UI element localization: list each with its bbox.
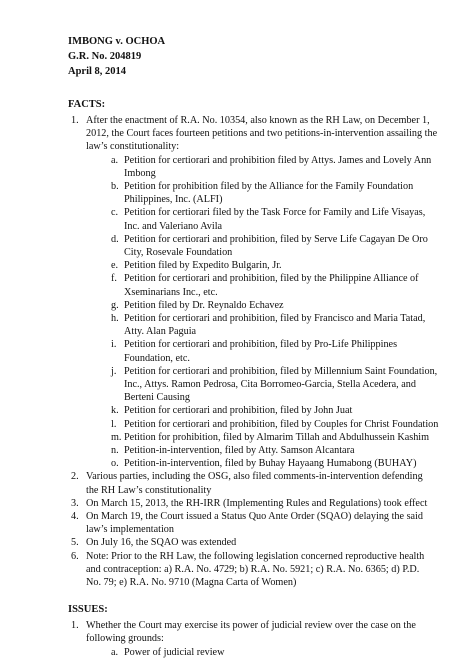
item-text-line: following grounds: [86, 633, 164, 645]
item-number: 1. [71, 620, 79, 632]
item-text-line: Note: Prior to the RH Law, the following legislation concerned reproductive health [86, 550, 425, 562]
subitem-letter: g. [111, 299, 119, 311]
subitem-text-line: Petition for prohibition, filed by Almarim Tillah and Abdulhussein Kashim [124, 431, 430, 443]
subitem-text-line: Petition for certiorari and prohibition, filed by Serve Life Cagayan De Oro [124, 233, 428, 245]
subitem-text-line: Petition for certiorari and prohibition, filed by Millennium Saint Foundation, [124, 365, 438, 377]
item-text-line: On July 16, the SQAO was extended [86, 537, 237, 549]
item-text-line: 2012, the Court faces fourteen petitions and two petitions-in-intervention assailing the [86, 128, 438, 140]
item-number: 1. [71, 115, 79, 126]
subitem-letter: b. [111, 181, 119, 192]
subitem-text-line: Petition for certiorari filed by the Task Force for Family and Life Visayas, [124, 207, 426, 219]
subitem-text-line: Petition-in-intervention, filed by Atty. Samson Alcantara [124, 445, 355, 456]
item-text-line: Various parties, including the OSG, also filed comments-in-intervention defending [86, 471, 423, 483]
item-text-line: On March 15, 2013, the RH-IRR (Implementing Rules and Regulations) took effect [86, 497, 428, 509]
item-number: 4. [71, 511, 79, 522]
subitem-text-line: Berteni Causing [124, 392, 190, 404]
subitem-text-line: Atty. Alan Paguia [124, 326, 197, 338]
issues-heading: ISSUES: [68, 604, 108, 616]
subitem-text-line: Petition for certiorari and prohibition filed by Attys. James and Lovely Ann [124, 154, 432, 166]
subitem-text-line: Petition filed by Dr. Reynaldo Echavez [124, 299, 284, 311]
facts-heading: FACTS: [68, 99, 106, 110]
item-number: 6. [71, 550, 79, 562]
subitem-text-line: Petition for certiorari and prohibition, filed by the Philippine Alliance of [124, 273, 419, 285]
subitem-letter: l. [111, 418, 117, 430]
item-text-line: law’s implementation [86, 524, 174, 536]
subitem-letter: f. [111, 273, 117, 285]
item-text-line: and contraception: a) R.A. No. 4729; b) R.A. No. 5921; c) R.A. No. 6365; d) P.D. [86, 563, 420, 575]
subitem-letter: n. [111, 445, 119, 456]
subitem-letter: k. [111, 405, 119, 417]
item-text-line: After the enactment of R.A. No. 10354, also known as the RH Law, on December 1, [86, 115, 430, 126]
item-text-line: Whether the Court may exercise its power of judicial review over the case on the [86, 620, 416, 632]
case-title: IMBONG v. OCHOA [68, 36, 166, 47]
case-date: April 8, 2014 [68, 66, 127, 77]
subitem-text-line: Philippines, Inc. (ALFI) [124, 194, 223, 206]
subitem-text-line: Petition for certiorari and prohibition, filed by John Juat [124, 405, 353, 417]
item-number: 3. [71, 497, 79, 509]
subitem-letter: a. [111, 154, 119, 166]
subitem-text-line: Petition filed by Expedito Bulgarin, Jr. [124, 260, 282, 272]
subitem-text-line: City, Rosevale Foundation [124, 247, 233, 258]
subitem-letter: h. [111, 313, 119, 324]
item-text-line: No. 79; e) R.A. No. 9710 (Magna Carta of Women) [86, 577, 297, 588]
item-text-line: the RH Law’s constitutionality [86, 484, 212, 496]
subitem-text-line: Inc. and Valeriano Avila [124, 220, 223, 232]
subitem-letter: c. [111, 207, 119, 219]
subitem-text-line: Petition for certiorari and prohibition, filed by Couples for Christ Foundation [124, 418, 439, 430]
subitem-text-line: Inc., Attys. Ramon Pedrosa, Cita Borromeo-Garcia, Stella Acedera, and [124, 379, 416, 390]
subitem-text-line: Petition for prohibition filed by the Alliance for the Family Foundation [124, 181, 414, 192]
case-number: G.R. No. 204819 [68, 51, 142, 62]
subitem-text-line: Petition for certiorari and prohibition, filed by Francisco and Maria Tatad, [124, 313, 426, 324]
subitem-letter: o. [111, 458, 119, 470]
subitem-text-line: Petition-in-intervention, filed by Buhay Hayaang Humabong (BUHAY) [124, 458, 417, 470]
item-number: 2. [71, 471, 79, 483]
subitem-text-line: Xseminarians Inc., etc. [124, 286, 218, 298]
item-text-line: On March 19, the Court issued a Status Quo Ante Order (SQAO) delaying the said [86, 511, 423, 522]
item-number: 5. [71, 537, 79, 549]
subitem-letter: a. [111, 646, 119, 658]
subitem-text-line: Imbong [124, 167, 156, 179]
subitem-letter: e. [111, 260, 119, 272]
subitem-letter: i. [111, 339, 117, 351]
subitem-letter: d. [111, 233, 119, 245]
subitem-letter: j. [111, 365, 117, 377]
subitem-text-line: Foundation, etc. [124, 352, 190, 364]
subitem-text-line: Petition for certiorari and prohibition, filed by Pro-Life Philippines [124, 339, 398, 351]
item-text-line: law’s constitutionality: [86, 141, 180, 153]
subitem-text-line: Power of judicial review [124, 646, 225, 658]
subitem-letter: m. [111, 431, 122, 443]
